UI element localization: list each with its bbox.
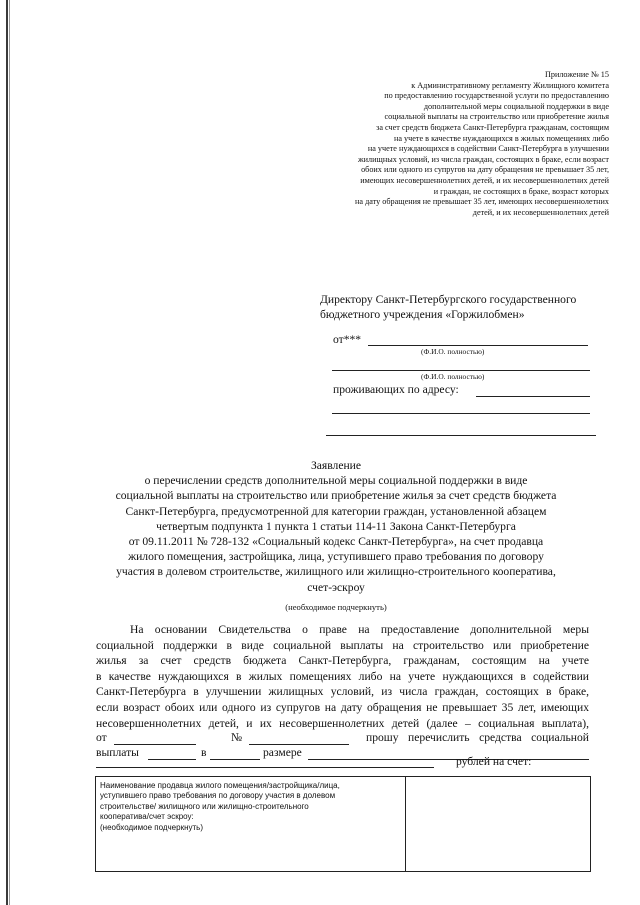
appendix-line: и граждан, не состоящих в браке, возраст которых: [433, 186, 609, 196]
statement-subject-line: социальной выплаты на строительство или приобретение жилья за счет средств бюджета: [115, 489, 557, 503]
address-field-2[interactable]: [332, 413, 590, 414]
amount-words-field[interactable]: [96, 767, 434, 768]
body-line: несовершеннолетних детей, и их несовершеннолетних детей (далее – социальная выплата),: [96, 716, 589, 730]
address-label: проживающих по адресу:: [333, 383, 459, 396]
body-line: На основании Свидетельства о праве на предоставление дополнительной меры: [130, 623, 589, 636]
cell-line: кооператива/счет эскроу:: [100, 812, 194, 822]
certificate-number-field[interactable]: [249, 744, 349, 745]
cell-line: Наименование продавца жилого помещения/застройщика/лица,: [100, 781, 340, 790]
body-line: жилья за счет средств бюджета Санкт-Петербурга, гражданам, состоящим на учете: [96, 654, 589, 668]
statement-heading: Заявление: [310, 459, 362, 472]
statement-subject-line: четвертым подпункта 1 пункта 1 статьи 114-11 Закона Санкт-Петербурга: [156, 519, 516, 533]
address-field[interactable]: [476, 396, 590, 397]
payment-label: выплаты: [96, 746, 139, 759]
appendix-line: имеющих несовершеннолетних детей, и их несовершеннолетних детей: [360, 175, 609, 185]
statement-subject-line: жилого помещения, застройщика, лица, уступившего право требования по договору: [128, 550, 544, 564]
appendix-line: к Административному регламенту Жилищного комитета: [411, 80, 609, 90]
appendix-line: по предоставлению государственной услуги по предоставлению: [384, 91, 609, 101]
addressee-block: [320, 293, 576, 322]
from-date-label: от: [96, 731, 107, 744]
fio-caption: (Ф.И.О. полностью): [421, 372, 485, 381]
from-label: от***: [333, 333, 362, 346]
body-line: Санкт-Петербурга в улучшении жилищных условий, из числа граждан, состоящих в браке,: [96, 685, 589, 699]
statement-body: [96, 622, 589, 731]
request-text: прошу перечислить средства социальной: [366, 731, 589, 744]
rubles-label: рублей на счет:: [456, 755, 532, 768]
appendix-line: детей, и их несовершеннолетних детей: [472, 207, 609, 217]
appendix-line: обоих или одного из супругов на дату обращения не превышает 35 лет,: [361, 165, 609, 175]
appendix-line: Приложение № 15: [544, 70, 609, 79]
seller-account-table: [95, 776, 591, 872]
statement-subject-line: счет-эскроу: [307, 580, 365, 594]
certificate-date-field[interactable]: [114, 744, 196, 745]
addressee-line: Директору Санкт-Петербургского государственного: [320, 293, 577, 306]
statement-subject-line: участия в долевом строительстве, жилищного или жилищно-строительного кооператива,: [116, 565, 556, 579]
appendix-line: на учете в качестве нуждающихся в жилых помещениях либо: [394, 133, 609, 143]
statement-title: [70, 458, 602, 595]
rubles-row: [96, 755, 589, 771]
addressee-line: бюджетного учреждения «Горжилобмен»: [320, 307, 525, 321]
cell-line: строительстве/ жилищного или жилищно-строительного: [100, 801, 309, 811]
applicant-name-field-2[interactable]: [332, 370, 590, 371]
appendix-line: на дату обращения не превышает 35 лет, имеющих несовершеннолетних: [355, 197, 609, 207]
cell-line: уступившего право требования по договору участия в долевом: [100, 791, 336, 801]
address-field-3[interactable]: [326, 435, 596, 436]
body-line: если возраст обоих или одного из супругов на дату обращения не превышает 35 лет, имеющих: [96, 700, 589, 714]
scan-edge-line: [6, 0, 8, 905]
body-line: в качестве нуждающихся в жилых помещениях либо на учете нуждающихся в содействии: [96, 669, 589, 683]
cell-line: (необходимое подчеркнуть): [100, 822, 203, 832]
table-divider: [405, 777, 406, 871]
statement-subject-line: от 09.11.2011 № 728-132 «Социальный кодекс Санкт-Петербурга», на счет продавца: [128, 535, 544, 549]
appendix-reference: [269, 70, 609, 218]
scan-edge-line-secondary: [9, 0, 10, 905]
amount-label: размере: [263, 746, 302, 759]
appendix-line: социальной выплаты на строительство или приобретение жилья: [384, 112, 609, 122]
seller-label-cell: [100, 781, 400, 833]
certificate-row: [96, 731, 589, 747]
appendix-line: дополнительной меры социальной поддержки в виде: [423, 101, 609, 111]
body-line: социальной поддержки в виде социальной выплаты на строительство или приобретение: [96, 638, 589, 652]
number-label: №: [231, 731, 243, 744]
underline-note: (необходимое подчеркнуть): [285, 602, 387, 612]
in-label: в: [201, 746, 207, 759]
statement-subject-line: Санкт-Петербурга, предусмотренной для категории граждан, установленной абзацем: [125, 504, 547, 518]
applicant-name-field[interactable]: [368, 345, 588, 346]
appendix-line: жилищных условий, из числа граждан, состоящих в браке, если возраст: [358, 154, 609, 164]
appendix-line: на учете нуждающихся в содействии Санкт-Петербурга в улучшении: [367, 144, 609, 154]
appendix-line: за счет средств бюджета Санкт-Петербурга гражданам, состоящим: [376, 122, 609, 132]
statement-subject-line: о перечислении средств дополнительной меры социальной поддержки в виде: [144, 474, 528, 488]
fio-caption: (Ф.И.О. полностью): [421, 347, 485, 356]
